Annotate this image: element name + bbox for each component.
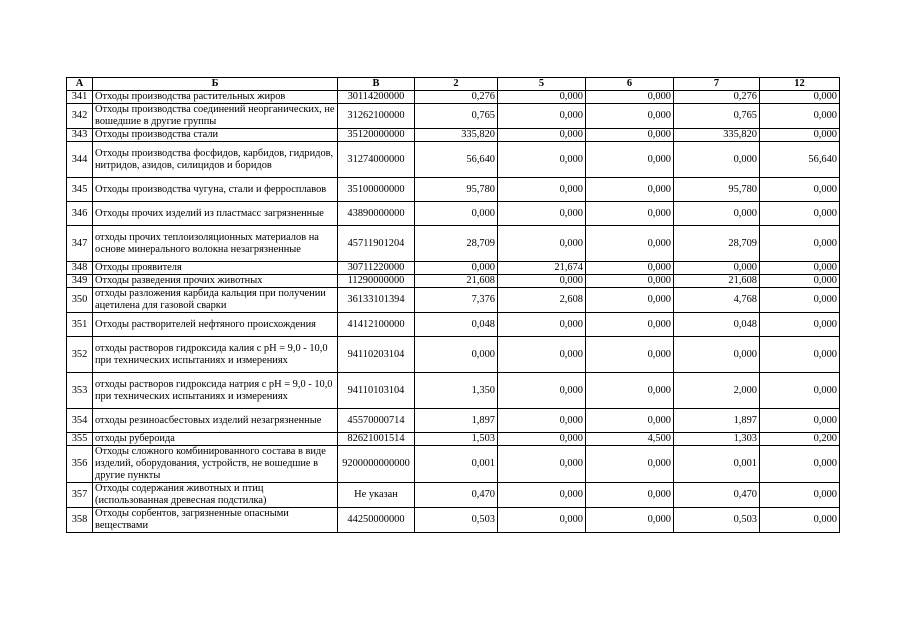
value-cell: 21,608: [674, 275, 760, 288]
value-cell: 0,000: [586, 483, 674, 508]
value-cell: 0,470: [415, 483, 498, 508]
table-row: [67, 226, 840, 262]
row-number: 357: [67, 483, 93, 508]
value-cell: 0,000: [586, 178, 674, 202]
header-cell: 12: [760, 78, 840, 91]
value-cell: 0,000: [760, 275, 840, 288]
value-cell: 0,000: [415, 202, 498, 226]
value-cell: 0,000: [586, 91, 674, 104]
value-cell: 0,000: [498, 313, 586, 337]
value-cell: 0,000: [586, 142, 674, 178]
value-cell: 95,780: [415, 178, 498, 202]
value-cell: 0,000: [760, 91, 840, 104]
row-number: 342: [67, 104, 93, 129]
value-cell: 0,000: [674, 262, 760, 275]
waste-name: Отходы производства чугуна, стали и ферросплавов: [93, 178, 338, 202]
value-cell: 0,000: [586, 446, 674, 483]
waste-code: 45570000714: [338, 409, 415, 433]
waste-code: 31274000000: [338, 142, 415, 178]
row-number: 346: [67, 202, 93, 226]
value-cell: 0,000: [498, 129, 586, 142]
value-cell: 0,000: [586, 262, 674, 275]
table-row: [67, 373, 840, 409]
value-cell: 4,500: [586, 433, 674, 446]
value-cell: 2,000: [674, 373, 760, 409]
waste-code: 94110203104: [338, 337, 415, 373]
waste-code: 9200000000000: [338, 446, 415, 483]
header-cell: 7: [674, 78, 760, 91]
waste-code: 35120000000: [338, 129, 415, 142]
value-cell: 0,000: [760, 337, 840, 373]
value-cell: 0,000: [498, 337, 586, 373]
row-number: 343: [67, 129, 93, 142]
value-cell: 56,640: [415, 142, 498, 178]
value-cell: 1,503: [415, 433, 498, 446]
value-cell: 0,503: [674, 508, 760, 533]
value-cell: 0,000: [760, 129, 840, 142]
waste-code: 45711901204: [338, 226, 415, 262]
value-cell: 0,765: [415, 104, 498, 129]
waste-name: отходы резиноасбестовых изделий незагрязненные: [93, 409, 338, 433]
row-number: 354: [67, 409, 93, 433]
table-row: [67, 409, 840, 433]
waste-name: Отходы производства растительных жиров: [93, 91, 338, 104]
waste-name: Отходы проявителя: [93, 262, 338, 275]
value-cell: 0,000: [760, 226, 840, 262]
header-cell: 6: [586, 78, 674, 91]
header-row: [67, 78, 840, 91]
value-cell: 0,001: [415, 446, 498, 483]
value-cell: 0,000: [498, 202, 586, 226]
waste-name: отходы растворов гидроксида калия с pH = 9,0 - 10,0 при технических испытаниях и измерениях: [93, 337, 338, 373]
value-cell: 335,820: [415, 129, 498, 142]
value-cell: 21,674: [498, 262, 586, 275]
waste-name: Отходы растворителей нефтяного происхождения: [93, 313, 338, 337]
value-cell: 0,000: [586, 129, 674, 142]
value-cell: 0,000: [498, 409, 586, 433]
waste-code: 11290000000: [338, 275, 415, 288]
value-cell: 0,276: [674, 91, 760, 104]
waste-name: Отходы прочих изделий из пластмасс загрязненные: [93, 202, 338, 226]
row-number: 356: [67, 446, 93, 483]
value-cell: 4,768: [674, 288, 760, 313]
waste-name: отходы прочих теплоизоляционных материалов на основе минерального волокна незагрязненные: [93, 226, 338, 262]
row-number: 355: [67, 433, 93, 446]
table-row: [67, 202, 840, 226]
value-cell: 28,709: [674, 226, 760, 262]
value-cell: 0,000: [760, 508, 840, 533]
value-cell: 0,000: [760, 202, 840, 226]
value-cell: 0,000: [586, 275, 674, 288]
value-cell: 7,376: [415, 288, 498, 313]
value-cell: 21,608: [415, 275, 498, 288]
waste-name: Отходы производства соединений неорганических, не вошедшие в другие группы: [93, 104, 338, 129]
value-cell: 0,000: [674, 337, 760, 373]
table-row: [67, 262, 840, 275]
waste-code: 35100000000: [338, 178, 415, 202]
table-row: [67, 142, 840, 178]
table-row: [67, 433, 840, 446]
value-cell: 1,897: [415, 409, 498, 433]
waste-code: 41412100000: [338, 313, 415, 337]
value-cell: 0,000: [760, 104, 840, 129]
waste-name: Отходы производства фосфидов, карбидов, гидридов, нитридов, азидов, силицидов и боридов: [93, 142, 338, 178]
table-row: [67, 483, 840, 508]
value-cell: 0,000: [498, 104, 586, 129]
value-cell: 0,000: [498, 433, 586, 446]
value-cell: 0,000: [760, 373, 840, 409]
value-cell: 0,001: [674, 446, 760, 483]
value-cell: 0,000: [760, 409, 840, 433]
waste-name: отходы растворов гидроксида натрия с pH = 9,0 - 10,0 при технических испытаниях и измерениях: [93, 373, 338, 409]
table-row: [67, 337, 840, 373]
waste-code: Не указан: [338, 483, 415, 508]
value-cell: 0,000: [498, 142, 586, 178]
value-cell: 0,200: [760, 433, 840, 446]
header-cell: 5: [498, 78, 586, 91]
header-cell: А: [67, 78, 93, 91]
row-number: 345: [67, 178, 93, 202]
header-cell: В: [338, 78, 415, 91]
table-row: [67, 275, 840, 288]
value-cell: 0,000: [498, 178, 586, 202]
header-cell: 2: [415, 78, 498, 91]
table-row: [67, 104, 840, 129]
table-row: [67, 288, 840, 313]
waste-code: 31262100000: [338, 104, 415, 129]
value-cell: 0,000: [498, 483, 586, 508]
waste-name: Отходы производства стали: [93, 129, 338, 142]
value-cell: 335,820: [674, 129, 760, 142]
value-cell: 0,048: [415, 313, 498, 337]
value-cell: 2,608: [498, 288, 586, 313]
value-cell: 0,000: [586, 373, 674, 409]
waste-code: 94110103104: [338, 373, 415, 409]
value-cell: 0,470: [674, 483, 760, 508]
value-cell: 0,000: [498, 275, 586, 288]
waste-name: отходы разложения карбида кальция при получении ацетилена для газовой сварки: [93, 288, 338, 313]
waste-name: Отходы содержания животных и птиц (использованная древесная подстилка): [93, 483, 338, 508]
value-cell: 0,000: [674, 202, 760, 226]
value-cell: 0,276: [415, 91, 498, 104]
value-cell: 28,709: [415, 226, 498, 262]
value-cell: 0,503: [415, 508, 498, 533]
value-cell: 0,048: [674, 313, 760, 337]
value-cell: 0,765: [674, 104, 760, 129]
value-cell: 0,000: [498, 446, 586, 483]
row-number: 348: [67, 262, 93, 275]
row-number: 347: [67, 226, 93, 262]
value-cell: 0,000: [674, 142, 760, 178]
value-cell: 0,000: [586, 337, 674, 373]
table-row: [67, 446, 840, 483]
value-cell: 56,640: [760, 142, 840, 178]
value-cell: 0,000: [760, 178, 840, 202]
value-cell: 0,000: [760, 262, 840, 275]
waste-name: отходы рубероида: [93, 433, 338, 446]
value-cell: 0,000: [586, 313, 674, 337]
value-cell: 0,000: [586, 202, 674, 226]
row-number: 341: [67, 91, 93, 104]
value-cell: 0,000: [498, 508, 586, 533]
table-row: [67, 508, 840, 533]
row-number: 349: [67, 275, 93, 288]
value-cell: 0,000: [586, 226, 674, 262]
table-row: [67, 129, 840, 142]
row-number: 358: [67, 508, 93, 533]
waste-code: 82621001514: [338, 433, 415, 446]
value-cell: 1,897: [674, 409, 760, 433]
value-cell: 0,000: [586, 508, 674, 533]
value-cell: 95,780: [674, 178, 760, 202]
waste-name: Отходы сложного комбинированного состава в виде изделий, оборудования, устройств, не вошедшие в другие пункты: [93, 446, 338, 483]
value-cell: 1,303: [674, 433, 760, 446]
value-cell: 0,000: [760, 483, 840, 508]
waste-code: 30711220000: [338, 262, 415, 275]
value-cell: 0,000: [760, 288, 840, 313]
value-cell: 0,000: [586, 288, 674, 313]
row-number: 353: [67, 373, 93, 409]
value-cell: 0,000: [498, 373, 586, 409]
value-cell: 1,350: [415, 373, 498, 409]
row-number: 350: [67, 288, 93, 313]
waste-code: 43890000000: [338, 202, 415, 226]
waste-table: [66, 77, 840, 533]
value-cell: 0,000: [415, 262, 498, 275]
header-cell: Б: [93, 78, 338, 91]
value-cell: 0,000: [586, 409, 674, 433]
row-number: 351: [67, 313, 93, 337]
value-cell: 0,000: [415, 337, 498, 373]
row-number: 352: [67, 337, 93, 373]
waste-code: 44250000000: [338, 508, 415, 533]
table-row: [67, 91, 840, 104]
waste-code: 30114200000: [338, 91, 415, 104]
waste-name: Отходы сорбентов, загрязненные опасными веществами: [93, 508, 338, 533]
table-body: [67, 91, 840, 533]
value-cell: 0,000: [498, 91, 586, 104]
row-number: 344: [67, 142, 93, 178]
table-row: [67, 313, 840, 337]
value-cell: 0,000: [760, 446, 840, 483]
value-cell: 0,000: [760, 313, 840, 337]
table-row: [67, 178, 840, 202]
value-cell: 0,000: [498, 226, 586, 262]
value-cell: 0,000: [586, 104, 674, 129]
waste-name: Отходы разведения прочих животных: [93, 275, 338, 288]
waste-code: 36133101394: [338, 288, 415, 313]
